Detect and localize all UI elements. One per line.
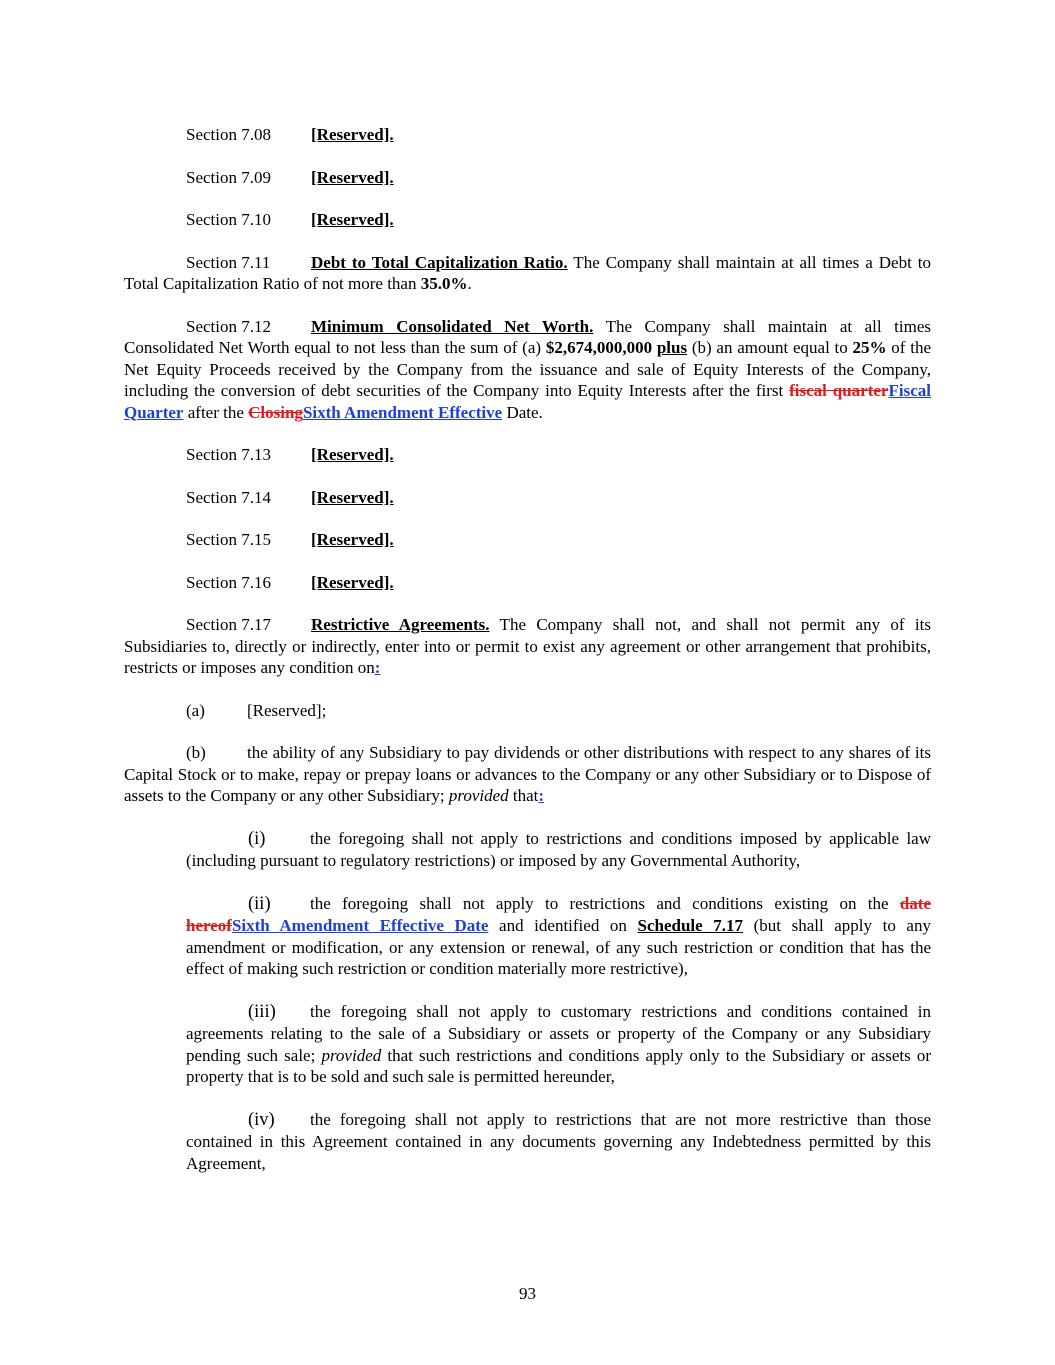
section-7-15 [124, 529, 931, 551]
section-7-13 [124, 444, 931, 466]
section-text-end: . [467, 274, 472, 293]
subclause-text: (but shall apply to any amendment or modification, or any extension or renewal, of any such restriction or condition that has the effect of making such restriction or condition materially more restrictive), [186, 916, 931, 978]
subclause-iv [186, 1109, 931, 1175]
net-worth-amount: $2,674,000,000 [545, 338, 653, 357]
subclause-i [186, 828, 931, 872]
inserted-text: : [538, 786, 545, 805]
section-heading: [Reserved]. [311, 487, 394, 507]
section-heading: [Reserved]. [311, 530, 394, 549]
section-heading: Restrictive Agreements. [311, 615, 490, 634]
subclause-label: (iv) [248, 1109, 275, 1130]
deleted-text: date hereof [186, 893, 931, 935]
section-number: Section 7.13 [186, 445, 271, 464]
ratio-value: 35.0% [420, 274, 468, 293]
section-number: Section 7.11 [186, 252, 271, 272]
section-7-16 [124, 572, 931, 594]
section-heading: Minimum Consolidated Net Worth. [311, 316, 594, 336]
page-number: 93 [519, 1284, 536, 1303]
subclause-ii [186, 893, 931, 980]
subclause-label: (ii) [248, 893, 271, 914]
section-number: Section 7.08 [186, 125, 271, 144]
section-heading: Debt to Total Capitalization Ratio. [311, 252, 568, 272]
section-number: Section 7.12 [186, 316, 271, 336]
subclause-label: (i) [248, 828, 266, 849]
section-heading: [Reserved]. [311, 210, 394, 229]
subclause-text: that such restrictions and conditions apply only to the Subsidiary or assets or property that is to be sold and such sale is permitted hereunder, [186, 1045, 931, 1086]
subclause-text: the foregoing shall not apply to restrictions and conditions existing on the [310, 893, 900, 913]
section-number: Section 7.14 [186, 487, 271, 507]
section-text: The Company shall maintain at all times a Debt to Total Capitalization Ratio of not more than [124, 252, 931, 293]
section-7-08 [124, 124, 931, 146]
inserted-text: Fiscal Quarter [124, 381, 931, 422]
subclause-text: the foregoing shall not apply to customary restrictions and conditions contained in agreements relating to the sale of a Subsidiary or assets or property of the Company or any Subsidiary pending such sale; [186, 1001, 931, 1065]
provided-term: provided [321, 1045, 382, 1065]
section-heading: [Reserved]. [311, 445, 394, 464]
percentage-value: 25% [852, 338, 887, 357]
section-7-09 [124, 167, 931, 189]
subclause-text: the foregoing shall not apply to restrictions and conditions imposed by applicable law (including pursuant to regulatory restrictions) or imposed by any Governmental Authority, [186, 828, 931, 870]
section-number: Section 7.16 [186, 572, 271, 592]
section-text: of the Net Equity Proceeds received by the Company from the issuance and sale of Equity Interests of the Company, including the conversion of debt securities of the Company into Equity Interests after the first [124, 338, 931, 400]
subclause-text: and identified on [488, 916, 638, 935]
section-text: (b) an amount equal to [687, 338, 853, 357]
document-page [124, 124, 931, 1195]
clause-label: (b) [186, 743, 206, 762]
section-number: Section 7.17 [186, 615, 271, 634]
section-7-17 [124, 614, 931, 679]
section-heading: [Reserved]. [311, 572, 394, 592]
section-text: The Company shall not, and shall not permit any of its Subsidiaries to, directly or indirectly, enter into or permit to exist any agreement or other arrangement that prohibits, restricts or imposes any condition on [124, 615, 931, 677]
section-7-10 [124, 209, 931, 231]
plus-term: plus [656, 338, 688, 357]
clause-label: (a) [186, 700, 205, 720]
clause-text: [Reserved]; [247, 700, 327, 720]
clause-text: that [508, 786, 539, 805]
section-heading: [Reserved]. [311, 167, 394, 187]
inserted-text: Sixth Amendment Effective [302, 402, 503, 422]
section-7-14 [124, 487, 931, 509]
subclause-text: the foregoing shall not apply to restrictions that are not more restrictive than those contained in this Agreement contained in any documents governing any Indebtedness permitted by this Agreement, [186, 1109, 931, 1173]
section-number: Section 7.09 [186, 167, 271, 187]
section-text: after the [183, 402, 249, 422]
clause-text: the ability of any Subsidiary to pay dividends or other distributions with respect to any shares of its Capital Stock or to make, repay or prepay loans or advances to the Company or any other Subsidiary or to Dispose of assets to the Company or any other Subsidiary; [124, 743, 931, 805]
section-number: Section 7.10 [186, 210, 271, 229]
provided-term: provided [448, 786, 509, 805]
deleted-text: fiscal quarter [789, 381, 889, 400]
subclause-label: (iii) [248, 1001, 276, 1022]
inserted-text: : [374, 658, 381, 677]
section-text: The Company shall maintain at all times Consolidated Net Worth equal to not less than the sum of (a) [124, 316, 931, 357]
inserted-text: Sixth Amendment Effective Date [231, 916, 489, 935]
subclause-iii [186, 1001, 931, 1088]
schedule-reference: Schedule 7.17 [637, 916, 744, 935]
section-7-11 [124, 252, 931, 295]
deleted-text: Closing [248, 402, 303, 422]
section-heading: [Reserved]. [311, 125, 394, 144]
section-7-12 [124, 316, 931, 424]
clause-a [124, 700, 931, 722]
section-number: Section 7.15 [186, 530, 271, 549]
clause-b [124, 742, 931, 807]
section-text: Date. [502, 402, 543, 422]
